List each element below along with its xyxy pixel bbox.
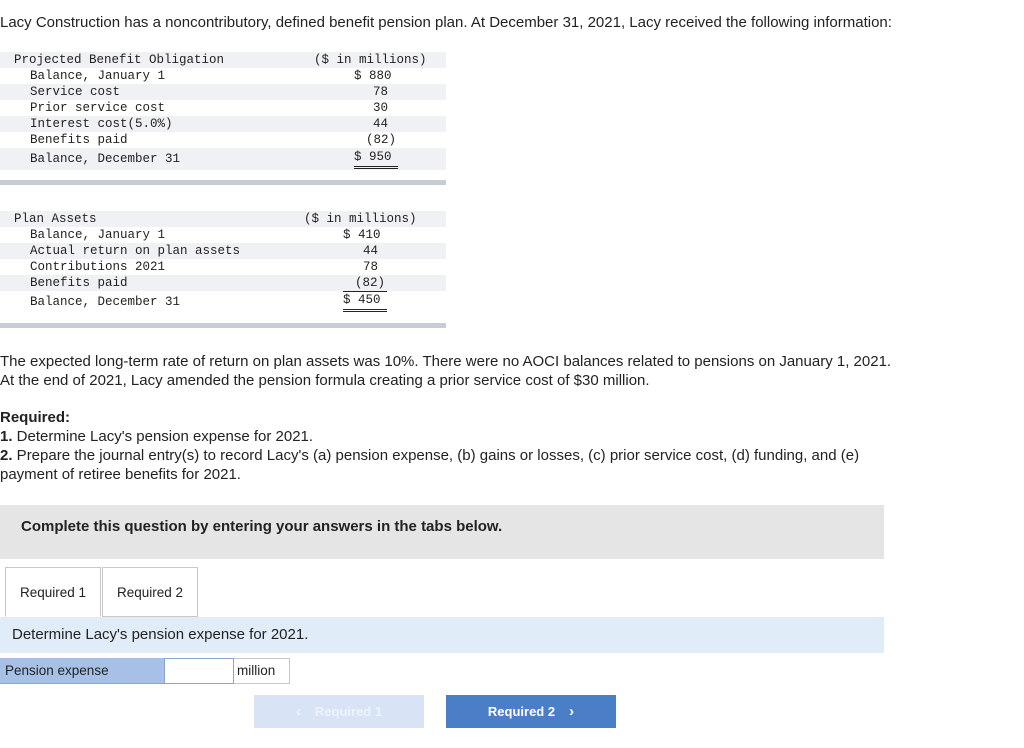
next-button[interactable] — [446, 695, 616, 728]
tab-bar — [5, 567, 198, 617]
required-item-text: Determine Lacy's pension expense for 2021. — [12, 428, 314, 445]
assumptions-text — [0, 352, 891, 390]
plan-assets-row-label: Balance, December 31 — [30, 295, 181, 309]
pbo-table — [0, 52, 446, 170]
pbo-row-value: 44 — [372, 117, 388, 131]
pbo-row-value: 78 — [372, 85, 388, 99]
chevron-left-icon: ‹ — [295, 703, 301, 720]
required-section — [0, 408, 859, 484]
question-prompt: Determine Lacy's pension expense for 2021. — [0, 617, 884, 653]
answer-row — [0, 658, 290, 685]
pbo-row-label: Service cost — [30, 85, 121, 99]
required-item-number: 2. — [0, 447, 13, 464]
pbo-row-value: $ 950 — [354, 148, 398, 169]
pension-expense-input[interactable] — [164, 658, 234, 684]
required-item-text: Prepare the journal entry(s) to record Lacy's (a) pension expense, (b) gains or losses, (c) prior service cost, (d) funding, and (e) — [12, 447, 860, 464]
pension-expense-label: Pension expense — [0, 658, 164, 684]
pbo-row-label: Interest cost(5.0%) — [30, 117, 173, 131]
pbo-title: Projected Benefit Obligation — [14, 53, 225, 67]
chevron-right-icon: › — [569, 703, 575, 720]
pbo-unit: ($ in millions) — [314, 53, 427, 67]
assumptions-line: The expected long-term rate of return on plan assets was 10%. There were no AOCI balances related to pensions on January 1, 2021. — [0, 353, 892, 370]
plan-assets-row-value: $ 450 — [343, 291, 387, 312]
plan-assets-row-value: (82) — [343, 275, 387, 292]
plan-assets-title: Plan Assets — [14, 212, 97, 226]
plan-assets-unit: ($ in millions) — [304, 212, 417, 226]
required-item-2 — [0, 446, 859, 465]
pbo-row-label: Prior service cost — [30, 101, 166, 115]
plan-assets-row-label: Benefits paid — [30, 276, 128, 290]
tab-required-1[interactable]: Required 1 — [5, 567, 101, 617]
required-item-1 — [0, 427, 859, 446]
plan-assets-table — [0, 211, 446, 313]
instruction-banner: Complete this question by entering your answers in the tabs below. — [0, 505, 884, 559]
required-title: Required: — [0, 409, 71, 426]
assumptions-line: At the end of 2021, Lacy amended the pension formula creating a prior service cost of $30 million. — [0, 372, 650, 389]
plan-assets-row-label: Balance, January 1 — [30, 228, 166, 242]
unit-label: million — [234, 658, 290, 684]
table-divider — [0, 180, 446, 185]
prev-button[interactable] — [254, 695, 424, 728]
pbo-row-label: Balance, December 31 — [30, 152, 181, 166]
intro-text: Lacy Construction has a noncontributory, defined benefit pension plan. At December 31, 2021, Lacy received the following information: — [0, 14, 892, 31]
pbo-row-label: Balance, January 1 — [30, 69, 166, 83]
required-item-number: 1. — [0, 428, 13, 445]
plan-assets-row-value: 78 — [362, 260, 378, 274]
plan-assets-row-label: Actual return on plan assets — [30, 244, 241, 258]
plan-assets-row-value: 44 — [362, 244, 378, 258]
prev-button-label: Required 1 — [314, 704, 383, 719]
pbo-row-value: $ 880 — [354, 69, 392, 83]
plan-assets-row-label: Contributions 2021 — [30, 260, 166, 274]
tab-required-2[interactable]: Required 2 — [102, 567, 198, 617]
pbo-row-value: (82) — [354, 132, 398, 149]
required-item-text: payment of retiree benefits for 2021. — [0, 466, 241, 483]
next-button-label: Required 2 — [487, 704, 556, 719]
plan-assets-row-value: $ 410 — [343, 228, 381, 242]
pbo-row-label: Benefits paid — [30, 133, 128, 147]
pbo-row-value: 30 — [372, 101, 388, 115]
table-divider — [0, 323, 446, 328]
